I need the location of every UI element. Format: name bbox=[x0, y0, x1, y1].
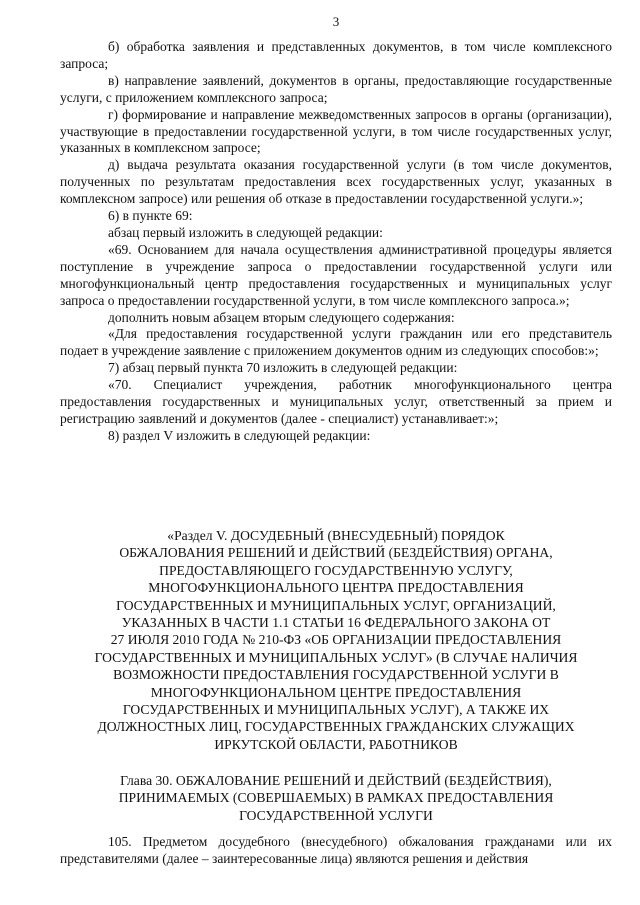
paragraph-105: 105. Предметом досудебного (внесудебного) обжалования гражданами или их представителями (далее – заинтересованные лица) являются решения и действия bbox=[60, 834, 612, 866]
paragraph-item-7: 7) абзац первый пункта 70 изложить в следующей редакции: bbox=[108, 360, 458, 376]
paragraph-69: «69. Основанием для начала осуществления административной процедуры является поступление в учреждение запроса о предоставлении государственной услуги или многофункциональный центр предоставления государственных и муниципальных услуг запроса о предоставлении государственной услуги, в том числе комплексного запроса.»; bbox=[60, 241, 612, 308]
paragraph-v: в) направление заявлений, документов в органы, предоставляющие государственные услуги, с приложением комплексного запроса; bbox=[60, 72, 612, 105]
paragraph-105-block bbox=[60, 833, 612, 867]
paragraph-item-8: 8) раздел V изложить в следующей редакции: bbox=[108, 427, 371, 443]
paragraph-g: г) формирование и направление межведомственных запросов в органы (организации), участвующие в предоставлении государственной услуги, в том числе государственных услуг, указанных в комплексном запросе; bbox=[60, 106, 612, 156]
paragraph-d: д) выдача результата оказания государственной услуги (в том числе документов, полученных по результатам предоставления всех государственных услуг, указанных в комплексном запросе) или решения об отказе в предоставлении государственной услуги.»; bbox=[60, 157, 612, 207]
section-v-title: «Раздел V. ДОСУДЕБНЫЙ (ВНЕСУДЕБНЫЙ) ПОРЯДОК ОБЖАЛОВАНИЯ РЕШЕНИЙ И ДЕЙСТВИЙ (БЕЗДЕЙСТВИЯ) ОРГАНА, ПРЕДОСТАВЛЯЮЩЕГО ГОСУДАРСТВЕННУЮ УСЛУГУ, МНОГОФУНКЦИОНАЛЬНОГО ЦЕНТРА ПРЕДОСТАВЛЕНИЯ ГОСУДАРСТВЕННЫХ И МУНИЦИПАЛЬНЫХ УСЛУГ, ОРГАНИЗАЦИЙ, УКАЗАННЫХ В ЧАСТИ 1.1 СТАТЬИ 16 ФЕДЕРАЛЬНОГО ЗАКОНА ОТ 27 ИЮЛЯ 2010 ГОДА № 210-ФЗ «ОБ ОРГАНИЗАЦИИ ПРЕДОСТАВЛЕНИЯ ГОСУДАРСТВЕННЫХ И МУНИЦИПАЛЬНЫХ УСЛУГ» (В СЛУЧАЕ НАЛИЧИЯ ВОЗМОЖНОСТИ ПРЕДОСТАВЛЕНИЯ ГОСУДАРСТВЕННОЙ УСЛУГИ В МНОГОФУНКЦИОНАЛЬНОМ ЦЕНТРЕ ПРЕДОСТАВЛЕНИЯ ГОСУДАРСТВЕННЫХ И МУНИЦИПАЛЬНЫХ УСЛУГ), А ТАКЖЕ ИХ ДОЛЖНОСТНЫХ ЛИЦ, ГОСУДАРСТВЕННЫХ ГРАЖДАНСКИХ СЛУЖАЩИХ ИРКУТСКОЙ ОБЛАСТИ, РАБОТНИКОВ bbox=[94, 528, 578, 752]
page-number: 3 bbox=[332, 14, 340, 29]
paragraph-70: «70. Специалист учреждения, работник многофункционального центра предоставления государственных и муниципальных услуг, ответственный за прием и регистрацию заявлений и документов (далее - специалист) устанавливает:»; bbox=[60, 377, 612, 426]
paragraph-item-6: 6) в пункте 69: bbox=[108, 208, 193, 224]
paragraph-add-second: дополнить новым абзацем вторым следующего содержания: bbox=[108, 309, 455, 325]
chapter-30-title: Глава 30. ОБЖАЛОВАНИЕ РЕШЕНИЙ И ДЕЙСТВИЙ (БЕЗДЕЙСТВИЯ), ПРИНИМАЕМЫХ (СОВЕРШАЕМЫХ) В РАМКАХ ПРЕДОСТАВЛЕНИЯ ГОСУДАРСТВЕННОЙ УСЛУГИ bbox=[118, 773, 554, 823]
amendment-text bbox=[60, 39, 612, 445]
paragraph-first-abzac: абзац первый изложить в следующей редакции: bbox=[108, 224, 383, 240]
paragraph-b: б) обработка заявления и представленных документов, в том числе комплексного запроса; bbox=[60, 39, 612, 71]
paragraph-methods: «Для предоставления государственной услуги гражданин или его представитель подает в учреждение заявление с приложением документов одним из следующих способов:»; bbox=[60, 326, 612, 359]
